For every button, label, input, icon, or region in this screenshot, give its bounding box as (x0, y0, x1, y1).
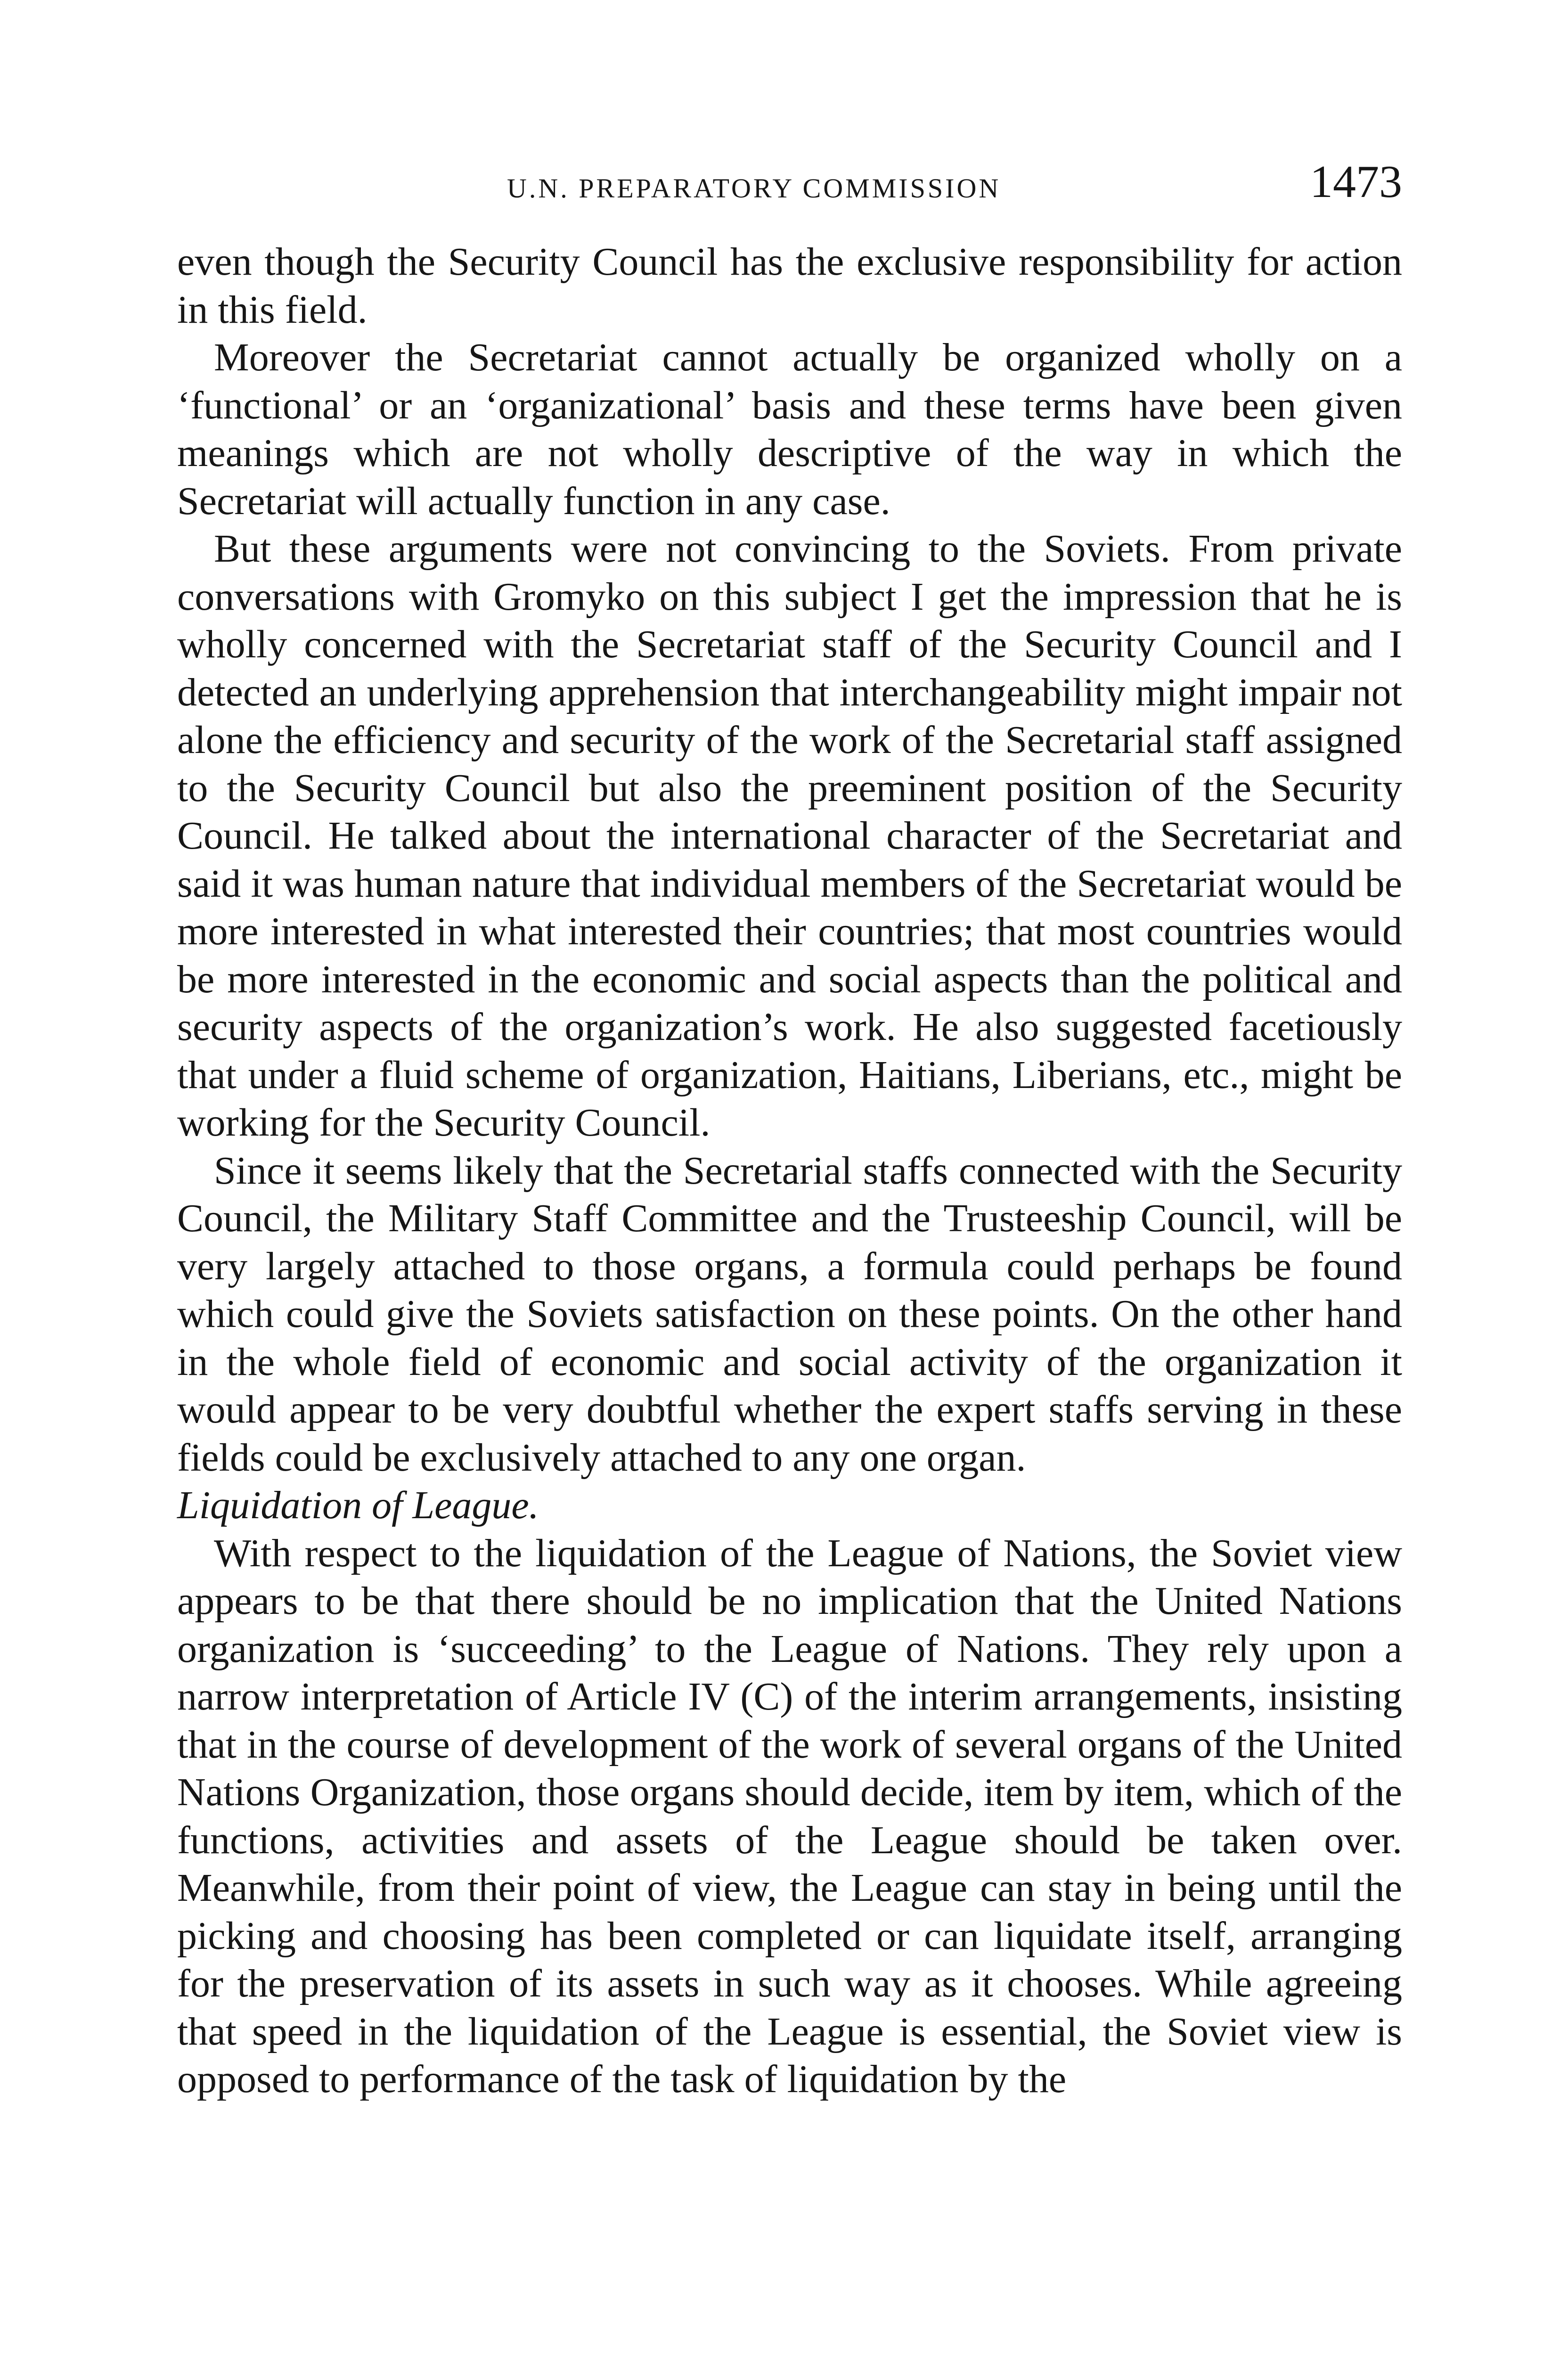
paragraph: Since it seems likely that the Secretarial staffs connected with the Security Council, the Military Staff Committee and the Trusteeship Council, will be very largely attached to those organs, a formula could perhaps be found which could give the Soviets satisfaction on these points. On the other hand in the whole field of economic and social activity of the organization it would appear to be very doubtful whether the expert staffs serving in these fields could be exclusively attached to any one organ. (177, 1148, 1402, 1480)
paragraph: With respect to the liquidation of the League of Nations, the Soviet view appears to be that there should be no implication that the United Nations organization is ‘succeeding’ to the League of Nations. They rely upon a narrow interpretation of Article IV (C) of the interim arrangements, insisting that in the course of development of the work of several organs of the United Nations Organization, those organs should decide, item by item, which of the functions, activities and assets of the League should be taken over. Meanwhile, from their point of view, the League can stay in being until the picking and choosing has been completed or can liquidate itself, arranging for the preservation of its assets in such way as it chooses. While agreeing that speed in the liquidation of the League is essential, the Soviet view is opposed to performance of the task of liquidation by the (177, 1531, 1402, 2101)
running-title: U.N. PREPARATORY COMMISSION (507, 173, 1001, 204)
running-head (177, 155, 1402, 212)
body-text (177, 238, 1402, 2103)
paragraph: But these arguments were not convincing to the Soviets. From private conversations with Gromyko on this subject I get the impression that he is wholly concerned with the Secretariat staff of the Security Council and I detected an underlying apprehension that interchangeability might impair not alone the efficiency and security of the work of the Secretarial staff assigned to the Security Council but also the preeminent position of the Security Council. He talked about the international character of the Secretariat and said it was human nature that individual members of the Secretariat would be more interested in what interested their countries; that most countries would be more interested in the economic and social aspects than the political and security aspects of the organization’s work. He also suggested facetiously that under a fluid scheme of organization, Haitians, Liberians, etc., might be working for the Security Council. (177, 527, 1402, 1145)
paragraph: Moreover the Secretariat cannot actually be organized wholly on a ‘functional’ or an ‘organizational’ basis and these terms have been given meanings which are not wholly descriptive of the way in which the Secretariat will actually function in any case. (177, 335, 1402, 523)
paragraph: even though the Security Council has the exclusive responsibility for action in this field. (177, 240, 1402, 332)
section-heading: Liquidation of League. (177, 1483, 539, 1527)
page-number: 1473 (1310, 156, 1402, 207)
